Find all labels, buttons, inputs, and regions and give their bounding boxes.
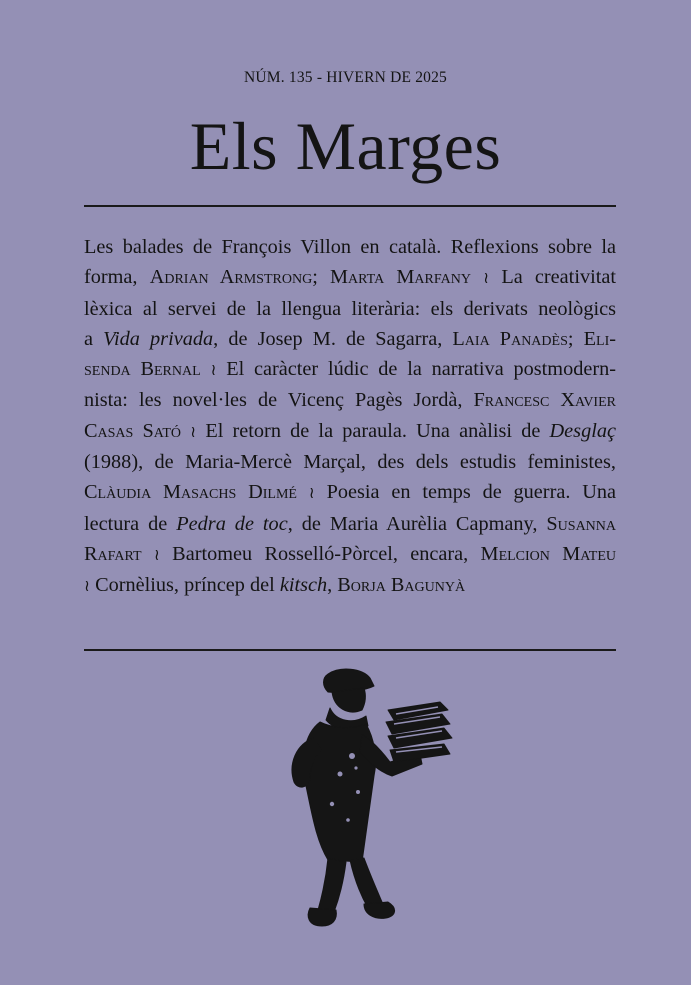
toc-text: El caràcter lúdic de la narrativa postmodern- — [216, 358, 616, 381]
table-of-contents — [84, 232, 616, 602]
toc-text: El retorn de la paraula. Una anàlisi de — [196, 419, 550, 442]
toc-line — [84, 509, 616, 539]
separator-glyph: ≀ — [483, 268, 490, 288]
toc-line — [84, 416, 616, 447]
author-name: Eli- — [583, 327, 616, 350]
toc-line — [84, 324, 616, 354]
toc-text: ; — [312, 266, 331, 289]
toc-text: lèxica al servei de la llengua literària: els derivats neològics — [84, 297, 616, 320]
toc-text — [181, 420, 190, 442]
toc-text: Bartomeu Rosselló-Pòrcel, encara, — [159, 542, 481, 565]
toc-text: , — [327, 574, 338, 597]
work-title: Vida privada — [103, 327, 214, 350]
separator-glyph: ≀ — [210, 360, 217, 380]
toc-text: forma, — [84, 266, 150, 289]
toc-text: La creativitat — [489, 266, 616, 289]
work-title: Desglaç — [549, 419, 616, 442]
toc-text: a — [84, 327, 104, 350]
toc-text — [297, 481, 309, 503]
author-name: Clàudia Masachs Dilmé — [84, 481, 297, 504]
toc-text: , de Josep M. de Sagarra, — [213, 327, 453, 350]
toc-line — [84, 232, 616, 262]
separator-glyph: ≀ — [153, 544, 160, 564]
toc-text: Cornèlius, príncep del — [90, 574, 280, 597]
toc-text: ; — [567, 327, 584, 350]
bottom-divider — [84, 649, 616, 651]
toc-line — [84, 570, 616, 601]
author-name: Rafart — [84, 542, 142, 565]
separator-glyph: ≀ — [84, 576, 90, 596]
author-name: Susanna — [546, 512, 617, 535]
author-name: Laia Panadès — [452, 327, 568, 350]
toc-line — [84, 477, 616, 508]
toc-line — [84, 539, 616, 570]
toc-text — [471, 266, 483, 288]
top-divider — [84, 205, 616, 207]
toc-text: Les balades de François Villon en català. Reflexions sobre la — [84, 236, 616, 258]
author-name: Casas Sató — [84, 419, 181, 442]
book-carrier-illustration — [270, 664, 460, 932]
toc-line — [84, 354, 616, 385]
issue-label: NÚM. 135 - HIVERN DE 2025 — [243, 69, 448, 86]
toc-text: nista: les novel·les de Vicenç Pagès Jordà, — [84, 389, 474, 412]
work-title: Pedra de toc — [176, 512, 288, 535]
toc-text — [201, 358, 211, 380]
toc-text — [142, 543, 154, 565]
author-name: senda Bernal — [84, 358, 201, 381]
author-name: Borja Bagunyà — [337, 574, 466, 597]
toc-line — [84, 262, 616, 293]
author-name: Marta Marfany — [330, 266, 471, 289]
author-name: Melcion Mateu — [480, 542, 616, 565]
magazine-title: Els Marges — [189, 108, 502, 184]
toc-text: Poesia en temps de guerra. Una — [314, 481, 616, 504]
toc-text: lectura de — [84, 512, 177, 535]
separator-glyph: ≀ — [308, 483, 315, 503]
toc-text: , de Maria Aurèlia Capmany, — [287, 512, 547, 535]
toc-text: (1988), de Maria-Mercè Marçal, des dels estudis feministes, — [84, 451, 616, 474]
author-name: Francesc Xavier — [473, 389, 616, 412]
author-name: Adrian Armstrong — [149, 266, 313, 289]
toc-line — [84, 385, 616, 415]
toc-line — [84, 447, 616, 477]
toc-line — [84, 294, 616, 324]
separator-glyph: ≀ — [190, 421, 197, 441]
work-title: kitsch — [279, 574, 328, 597]
